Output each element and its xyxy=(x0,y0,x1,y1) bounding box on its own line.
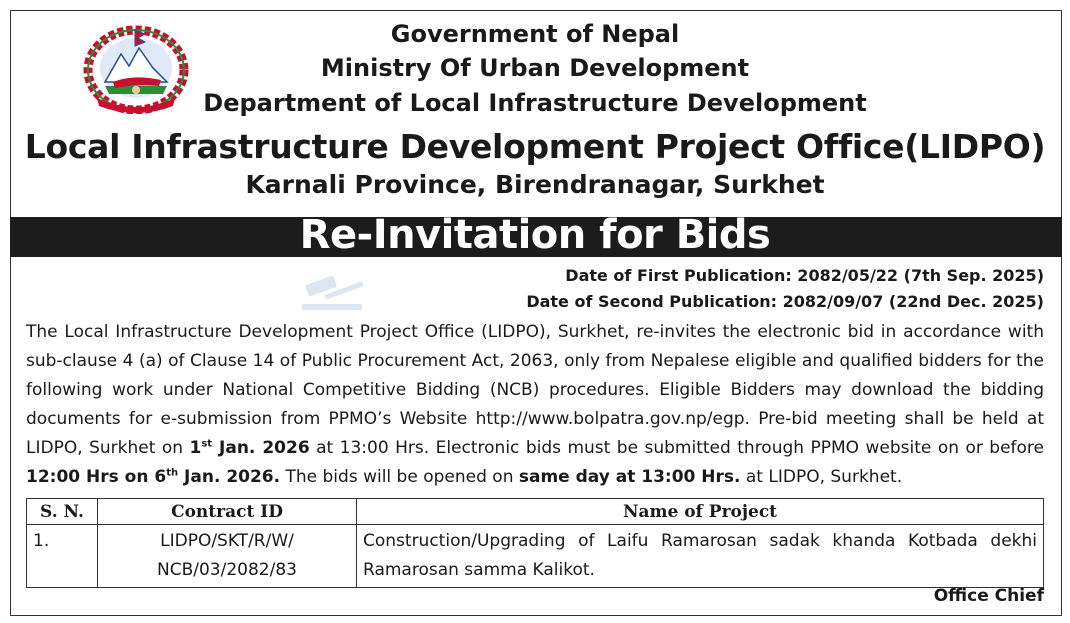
notice-text-part3: The bids will be opened on xyxy=(280,467,519,487)
row-contract-id: LIDPO/SKT/R/W/ NCB/03/2082/83 xyxy=(98,525,357,588)
province-heading: Karnali Province, Birendranagar, Surkhet xyxy=(245,170,825,199)
second-publication-date: Date of Second Publication: 2082/09/07 (22nd Dec. 2025) xyxy=(526,292,1044,311)
notice-body xyxy=(26,318,1044,492)
signature-office-chief: Office Chief xyxy=(933,586,1044,606)
deadline-part-a: 12:00 Hrs on 6 xyxy=(26,467,167,487)
prebid-day: 1 xyxy=(189,438,202,458)
header-project-name: Name of Project xyxy=(357,499,1044,525)
submission-deadline xyxy=(26,467,280,487)
header-sn: S. N. xyxy=(27,499,98,525)
row-project-name: Construction/Upgrading of Laifu Ramarosan sadak khanda Kotbada dekhi Ramarosan samma Kalikot. xyxy=(357,525,1044,588)
notice-title: Re-Invitation for Bids xyxy=(299,212,771,258)
notice-text-part4: at LIDPO, Surkhet. xyxy=(740,467,903,487)
office-heading: Local Infrastructure Development Project Office(LIDPO) xyxy=(24,127,1046,166)
government-heading: Government of Nepal xyxy=(390,20,680,48)
prebid-date xyxy=(189,438,309,458)
prebid-day-suffix: st xyxy=(201,438,213,450)
notice-text-part2: at 13:00 Hrs. Electronic bids must be submitted through PPMO website on or before xyxy=(309,438,1045,458)
first-publication-date: Date of First Publication: 2082/05/22 (7th Sep. 2025) xyxy=(565,266,1044,285)
prebid-date-rest: Jan. 2026 xyxy=(212,438,310,458)
contract-table xyxy=(26,498,1044,588)
header-contract-id: Contract ID xyxy=(98,499,357,525)
table-row xyxy=(27,525,1044,588)
department-heading: Department of Local Infrastructure Development xyxy=(203,89,867,117)
table-header-row xyxy=(27,499,1044,525)
gavel-watermark-icon xyxy=(300,270,420,314)
deadline-part-b: Jan. 2026. xyxy=(178,467,281,487)
notice-text-part1: The Local Infrastructure Development Project Office (LIDPO), Surkhet, re-invites the electronic bid in accordance with sub-clause 4 (a) of Clause 14 of Public Procurement Act, 2063, only from Nepalese eligible and qualified bidders for the following work under National Competitive Bidding (NCB) procedures. Eligible Bidders may download the bidding documents for e-submission from PPMO’s Website http://www.bolpatra.gov.np/egp. Pre-bid meeting shall be held at LIDPO, Surkhet on xyxy=(26,322,1044,458)
row-sn: 1. xyxy=(27,525,98,588)
opening-time: same day at 13:00 Hrs. xyxy=(518,467,741,487)
deadline-suffix: th xyxy=(166,467,179,479)
ministry-heading: Ministry Of Urban Development xyxy=(320,54,750,82)
